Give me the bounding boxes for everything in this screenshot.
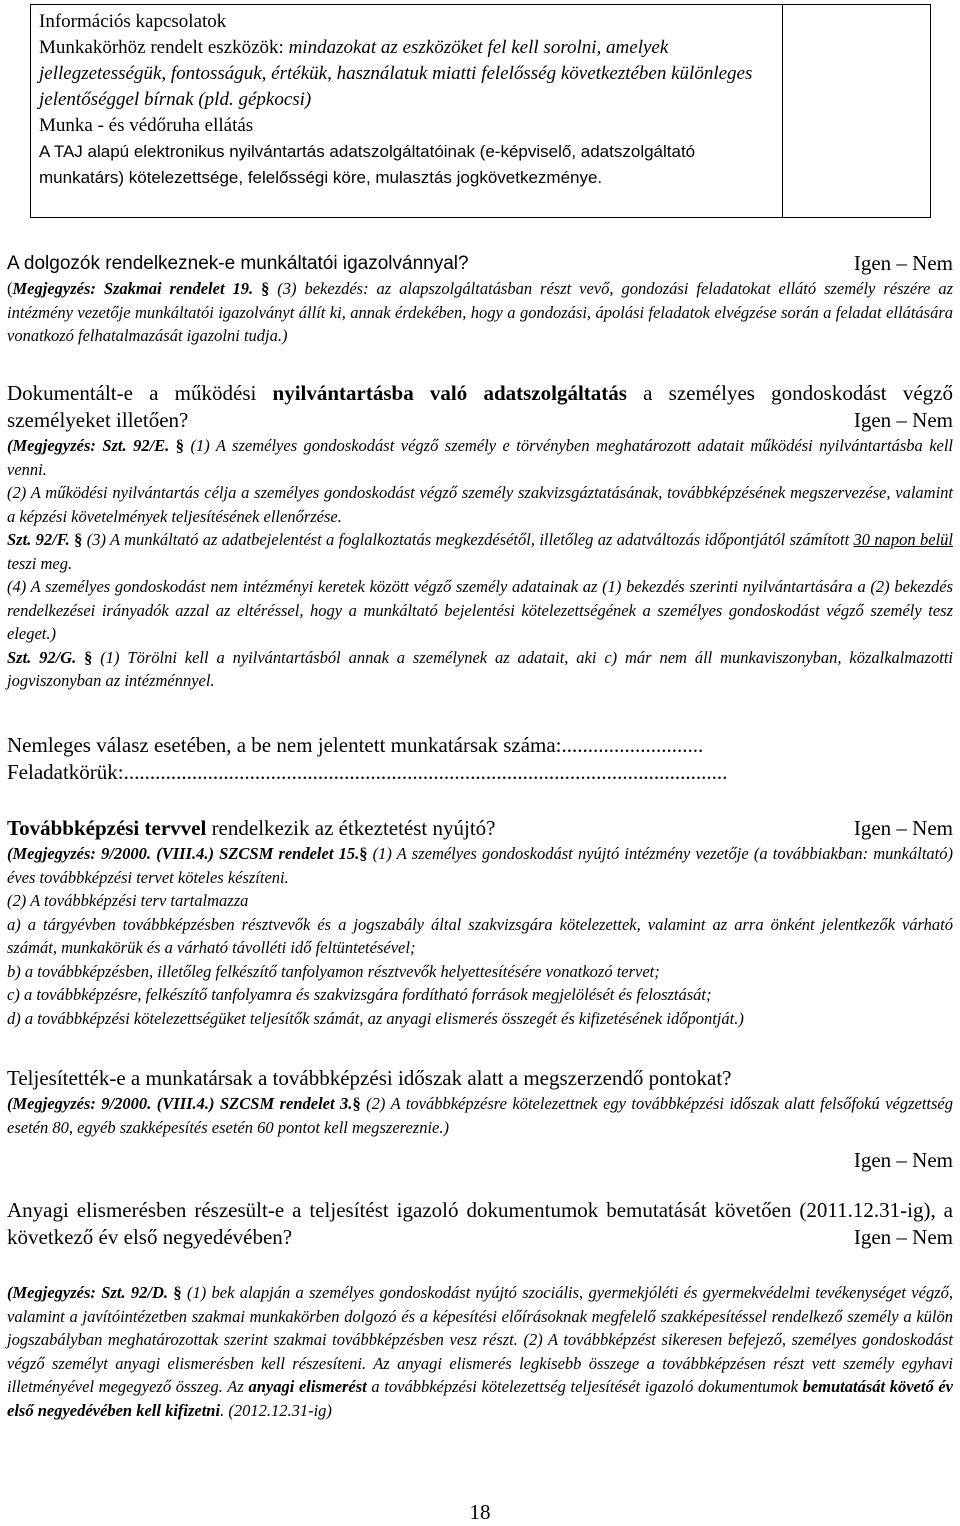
question-3-block <box>7 815 953 1030</box>
note-2: (Megjegyzés: Szt. 92/E. § (1) A személyes gondoskodást végző személy e törvényben meghatározott adatait működési nyilvántartásba kell venni. (2) A működési nyilvántartás célja a személyes gondoskodást végző személy szakvizsgáztatásának, továbbképzésének megszervezése, valamint a képzési követelmények teljesítésének ellenőrzése. Szt. 92/F. § (3) A munkáltató az adatbejelentést a foglalkoztatás megkezdésétől, illetőleg az adatváltozás időpontjától számított 30 napon belül teszi meg. (4) A személyes gondoskodást nem intézményi keretek között végző személy adatainak az (1) bekezdés szerinti nyilvántartására a (2) bekezdés rendelkezései irányadók azzal az eltéréssel, hogy a munkáltató bejelentési kötelezettségének a személyes gondoskodást végző személy tesz eleget.) Szt. 92/G. § (1) Törölni kell a nyilvántartásból annak a személynek az adatait, aki c) már nem áll munkaviszonyban, közalkalmazotti jogviszonyban az intézménnyel. <box>7 436 954 690</box>
yes-no-2[interactable]: Igen – Nem <box>853 408 953 432</box>
box-line-3: A TAJ alapú elektronikus nyilvántartás adatszolgáltatóinak (e-képviselő, adatszolgáltató munkatárs) kötelezettsége, felelősségi köre, mulasztás jogkövetkezménye. <box>39 142 696 187</box>
box-line-2: Munka - és védőruha ellátás <box>39 115 254 136</box>
page-number: 18 <box>469 1500 491 1524</box>
yes-no-5[interactable]: Igen – Nem <box>853 1225 953 1249</box>
box-items <box>39 35 774 113</box>
info-box-text <box>31 5 783 217</box>
box-items-italic: mindazokat az eszközöket fel kell sorolni, amelyek jellegzetességük, fontosságuk, értékük, használatuk miatti felelősség következtében különleges jelentőséggel bírnak (pld. gépkocsi) <box>39 37 753 110</box>
note-1: (Megjegyzés: Szakmai rendelet 19. § (3) bekezdés: az alapszolgáltatásban részt vevő, gondozási feladatokat ellátó személy részére az intézmény vezetője munkáltatói igazolványt állít ki, annak érdekében, hogy a gondozási, ápolási feladatok elvégzése során a feladat ellátására vonatkozó felhatalmazását igazolni tudja.) <box>7 279 953 345</box>
box-items-label: Munkakörhöz rendelt eszközök: <box>39 37 289 58</box>
negative-count-line: Nemleges válasz esetében, a be nem jelentett munkatársak száma:........................... <box>7 733 704 757</box>
question-5: Anyagi elismerésben részesült-e a teljesítést igazoló dokumentumok bemutatását követően (2011.12.31-ig), a következő év első negyedévében? Igen – Nem <box>7 1198 953 1249</box>
yes-no-4[interactable]: Igen – Nem <box>853 1148 953 1172</box>
note-4: (Megjegyzés: 9/2000. (VIII.4.) SZCSM rendelet 3.§ (2) A továbbképzésre kötelezettnek egy továbbképzési időszak alatt felsőfokú végzettség esetén 80, egyéb szakképesítés esetén 60 pontot kell megszereznie.) <box>7 1094 953 1137</box>
info-box <box>30 4 931 218</box>
question-5-block <box>7 1197 953 1422</box>
yes-no-1[interactable]: Igen – Nem <box>853 251 953 275</box>
box-title: Információs kapcsolatok <box>39 11 227 32</box>
note-5: (Megjegyzés: Szt. 92/D. § (1) bek alapján a személyes gondoskodást nyújtó szociális, gyermekjóléti és gyermekvédelmi tevékenységet végző, valamint a javítóintézetben szakmai munkakörben dolgozó és a képesítési előírásoknak megfelelő szakképesítéssel rendelkező személy a külön jogszabályban meghatározottak szerint szakmai továbbképzésben vesz részt. (2) A továbbképzést sikeresen befejező, személyes gondoskodást végző személyt anyagi elismerésben kell részesíteni. Az anyagi elismerés legkisebb összege a továbbképzésen részt vett személy egyhavi illetményével megegyező összeg. Az anyagi elismerést a továbbképzési kötelezettség teljesítését igazoló dokumentumok bemutatását követő év első negyedévében kell kifizetni. (2012.12.31-ig) <box>7 1283 954 1420</box>
question-1-block <box>7 250 953 348</box>
question-4-block <box>7 1065 953 1174</box>
negative-tasks-line: Feladatkörük:................................................................................................................... <box>7 760 728 784</box>
note-3: (Megjegyzés: 9/2000. (VIII.4.) SZCSM rendelet 15.§ (1) A személyes gondoskodást nyújtó intézmény vezetője (a továbbiakban: munkáltató) éves továbbképzési tervet köteles készíteni. (2) A továbbképzési terv tartalmazza a) a tárgyévben továbbképzésben résztvevők és a jogszabály által szakvizsgára kötelezettek, valamint az arra önként jelentkezők várható számát, munkakörük és a várható távolléti idő feltüntetésével; b) a továbbképzésben, illetőleg felkészítő tanfolyamon résztvevők helyettesítésére vonatkozó tervet; c) a továbbképzésre, felkészítő tanfolyamra és szakvizsgára fordítható források megjelölését és felosztását; d) a továbbképzési kötelezettségüket teljesítők számát, az anyagi elismerés összegét és kifizetésének időpontját.) <box>7 844 954 1028</box>
question-3: Igen – Nem Továbbképzési tervvel rendelkezik az étkeztetést nyújtó? <box>7 816 953 840</box>
question-2: Dokumentált-e a működési nyilvántartásba való adatszolgáltatás a személyes gondoskodást végző személyeket illetően? Igen – Nem <box>7 381 953 432</box>
negative-answer-block <box>7 732 953 786</box>
question-1: Igen – Nem A dolgozók rendelkeznek-e munkáltatói igazolvánnyal? <box>7 251 953 275</box>
question-2-block <box>7 380 953 693</box>
yes-no-3[interactable]: Igen – Nem <box>853 816 953 840</box>
question-4: Teljesítették-e a munkatársak a továbbképzési időszak alatt a megszerzendő pontokat? <box>7 1066 732 1090</box>
